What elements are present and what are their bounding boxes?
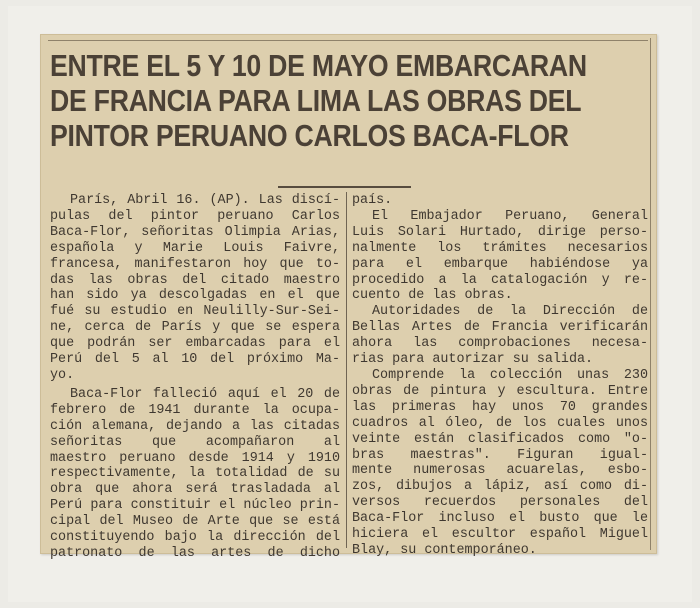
- text-line: procedido a la catalogación y re-: [352, 272, 648, 288]
- text-line: señoritas que acompañaron al: [50, 434, 340, 450]
- column-divider: [346, 192, 347, 548]
- right-column: [352, 193, 648, 559]
- text-line: febrero de 1941 durante la ocupa-: [50, 402, 340, 418]
- text-line: Blay, su contemporáneo.: [352, 542, 537, 558]
- text-line: ción alemana, dejando a las citadas: [50, 418, 340, 434]
- text-line: El Embajador Peruano, General: [372, 208, 648, 224]
- text-line: Comprende la colección unas 230: [372, 367, 648, 383]
- text-line: obras de pintura y escultura. Entre: [352, 383, 648, 399]
- text-line: Baca-Flor, señoritas Olimpia Arias,: [50, 224, 340, 240]
- text-line: Baca-Flor falleció aquí el 20 de: [70, 386, 340, 402]
- text-line: zos, dibujos a lápiz, así como di-: [352, 479, 648, 495]
- text-line: nalmente los trámites necesarios: [352, 240, 648, 256]
- text-line: maestro peruano desde 1914 y 1910: [50, 450, 340, 466]
- headline-separator: [278, 186, 411, 188]
- text-line: cipal del Museo de Arte que se está: [50, 514, 340, 530]
- text-line: hiciera el escultor español Miguel: [352, 527, 648, 543]
- text-line: pulas del pintor peruano Carlos: [50, 208, 340, 224]
- text-line: versos recuerdos personales del: [352, 495, 648, 511]
- headline-line: ENTRE EL 5 Y 10 DE MAYO EMBARCARAN: [50, 48, 587, 83]
- text-line: Perú para constituir el núcleo prin-: [50, 498, 340, 514]
- text-line: rias para autorizar su salida.: [352, 352, 594, 368]
- text-line: París, Abril 16. (AP). Las discí-: [70, 193, 340, 208]
- text-line: las primeras hay unos 70 grandes: [352, 399, 648, 415]
- text-line: país.: [352, 193, 393, 208]
- left-column: [50, 193, 340, 562]
- text-line: ne, cerca de París y que se espera: [50, 320, 340, 336]
- headline-line: DE FRANCIA PARA LIMA LAS OBRAS DEL: [50, 83, 582, 118]
- headline-line: PINTOR PERUANO CARLOS BACA-FLOR: [50, 118, 569, 153]
- text-line: Baca-Flor incluso el busto que le: [352, 511, 648, 527]
- text-line: han sido ya descolgadas en el que: [50, 288, 340, 304]
- text-line: Perú del 5 al 10 del próximo Ma-: [50, 352, 340, 368]
- text-line: Autoridades de la Dirección de: [372, 304, 648, 320]
- text-line: respectivamente, la totalidad de su: [50, 466, 340, 482]
- text-line: fué su estudio en Neulilly-Sur-Sei-: [50, 304, 340, 320]
- top-border-rule: [48, 40, 648, 41]
- text-line: ahora las comprobaciones necesa-: [352, 336, 648, 352]
- text-line: española y Marie Louis Faivre,: [50, 240, 340, 256]
- text-line: Luis Solari Hurtado, dirige perso-: [352, 224, 648, 240]
- text-line: cuento de las obras.: [352, 288, 513, 304]
- text-line: para el embarque habiéndose ya: [352, 256, 648, 272]
- text-line: constituyendo bajo la dirección del: [50, 530, 340, 546]
- right-border-rule: [650, 38, 651, 550]
- headline: [50, 48, 587, 153]
- text-line: francesa, manifestaron hoy que to-: [50, 256, 340, 272]
- text-line: cuadros al óleo, de los cuales unos: [352, 415, 648, 431]
- text-line: das las obras del citado maestro: [50, 272, 340, 288]
- text-line: veinte están clasificados como "o-: [352, 431, 648, 447]
- text-line: obra que ahora será trasladada al: [50, 482, 340, 498]
- text-line: bras maestras". Figuran igual-: [352, 447, 648, 463]
- text-line: Bellas Artes de Francia verificarán: [352, 320, 648, 336]
- text-line: mente numerosas acuarelas, esbo-: [352, 463, 648, 479]
- text-line: yo.: [50, 367, 75, 383]
- text-line: patronato de las artes de dicho: [50, 545, 340, 561]
- text-line: que podrán ser embarcadas para el: [50, 336, 340, 352]
